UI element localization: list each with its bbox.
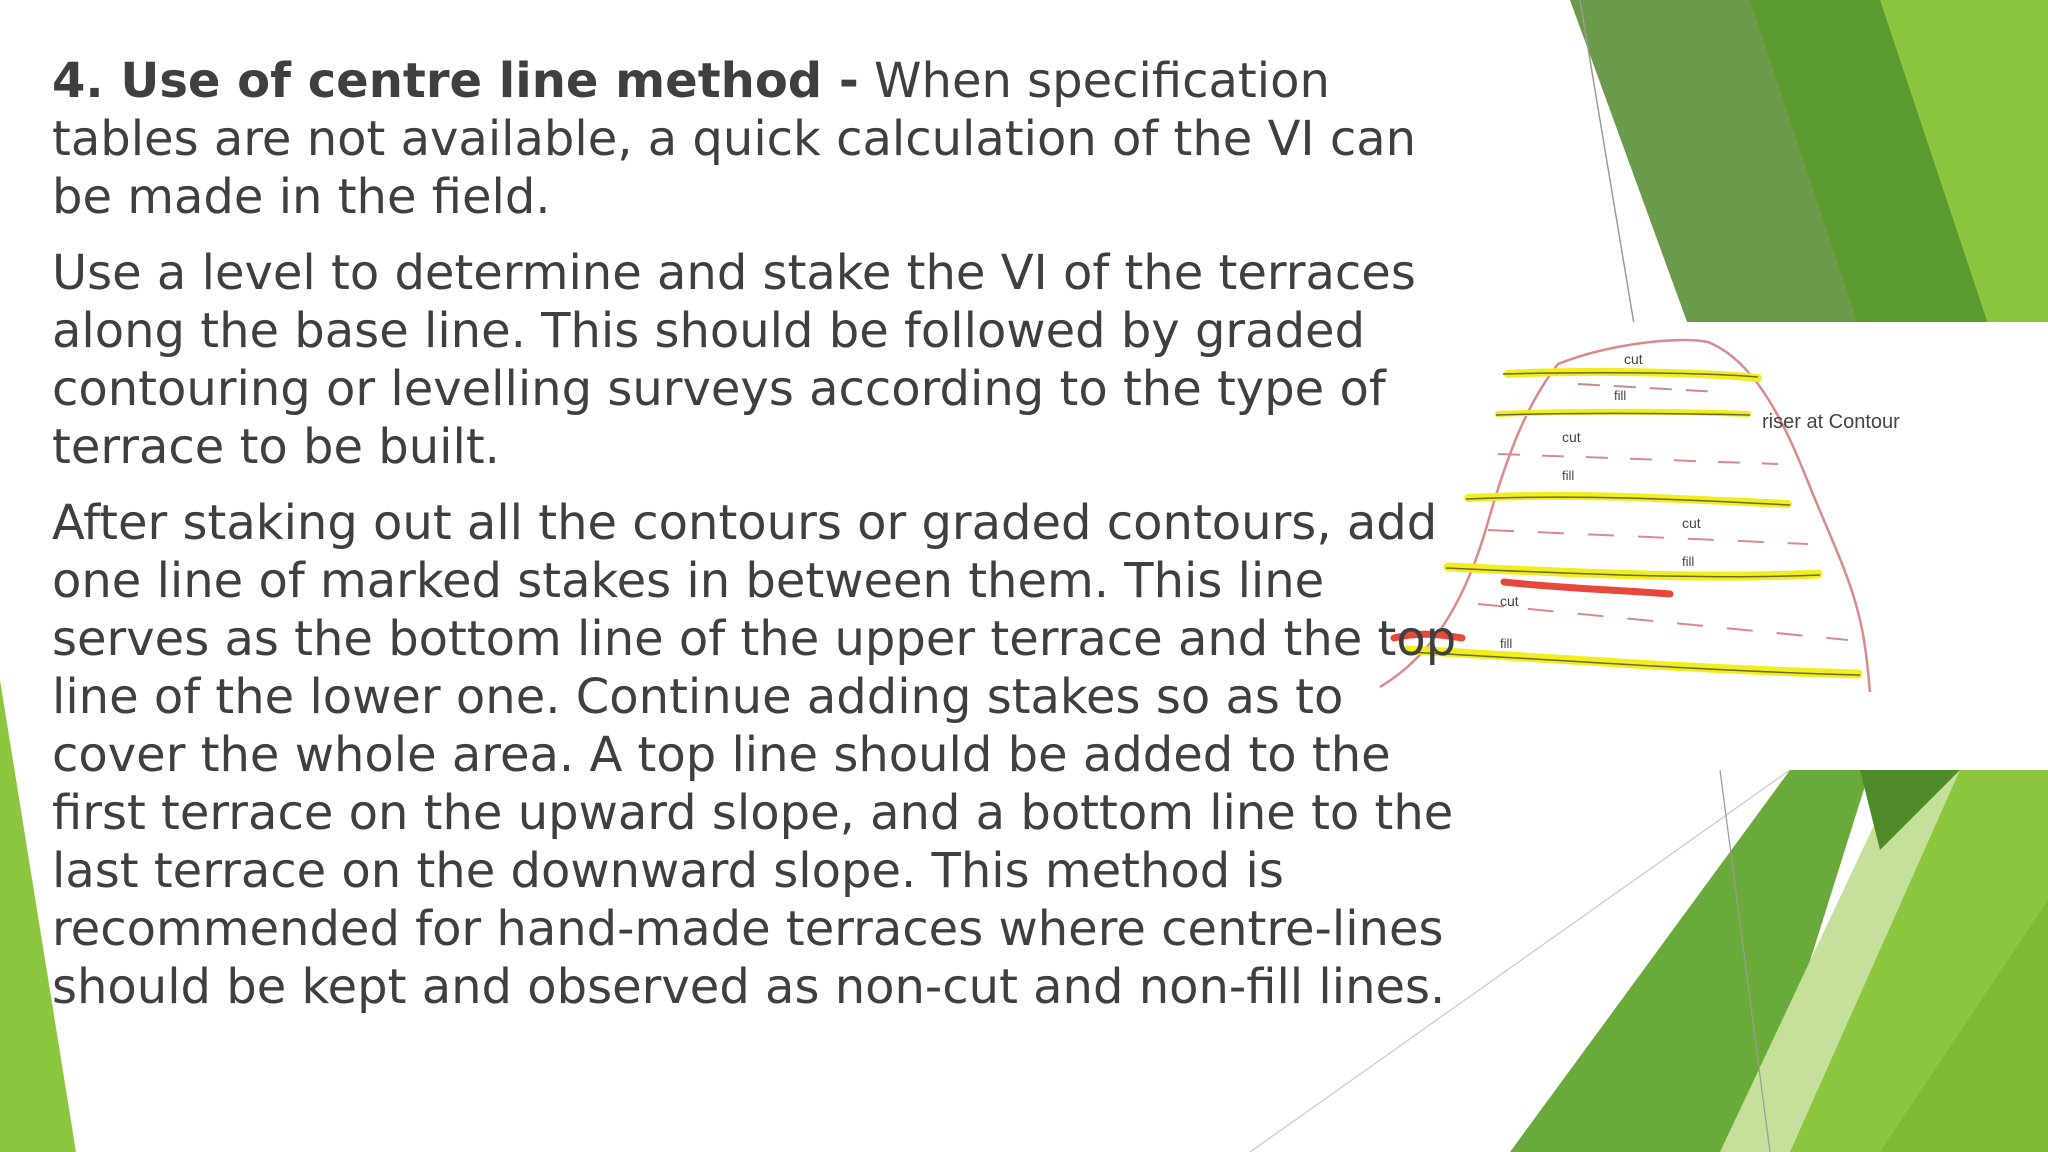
terrace-diagram-drawing xyxy=(1378,322,2048,770)
label-fill-4: fill xyxy=(1500,636,1513,651)
centre-line-1 xyxy=(1578,384,1718,392)
paragraph-1 xyxy=(52,52,1462,226)
label-cut-2: cut xyxy=(1562,429,1581,445)
label-fill-2: fill xyxy=(1562,468,1575,483)
red-marker-stroke-1 xyxy=(1504,582,1670,594)
label-cut-4: cut xyxy=(1500,593,1519,609)
contour-line-5 xyxy=(1408,650,1858,674)
heading-bold: 4. Use of centre line method - xyxy=(52,53,859,109)
label-cut-3: cut xyxy=(1682,515,1701,531)
label-fill-3: fill xyxy=(1682,554,1695,569)
riser-label: riser at Contour xyxy=(1762,411,1900,433)
centre-line-2 xyxy=(1498,454,1778,464)
terrace-diagram xyxy=(1378,322,2048,770)
label-fill-1: fill xyxy=(1614,388,1627,403)
centre-line-4 xyxy=(1478,604,1848,640)
paragraph-2: Use a level to determine and stake the VI of the terraces along the base line. This should be followed by graded contouring or levelling surveys according to the type of terrace to be built. xyxy=(52,245,1416,475)
centre-line-3 xyxy=(1488,530,1808,544)
contour-ink-2 xyxy=(1496,413,1750,415)
label-cut-1: cut xyxy=(1624,351,1643,367)
slide-body-text xyxy=(52,52,1462,1034)
paragraph-3: After staking out all the contours or graded contours, add one line of marked stakes in between them. This line serves as the bottom line of the upper terrace and the top line of the lower one. Continue adding stakes so as to cover the whole area. A top line should be added to the first terrace on the upward slope, and a bottom line to the last terrace on the downward slope. This method is recommended for hand-made terraces where centre-lines should be kept and observed as non-cut and non-fill lines. xyxy=(52,495,1457,1015)
heading-rest: When specification tables are not available, a quick calculation of the VI can be made in the field. xyxy=(52,53,1417,225)
